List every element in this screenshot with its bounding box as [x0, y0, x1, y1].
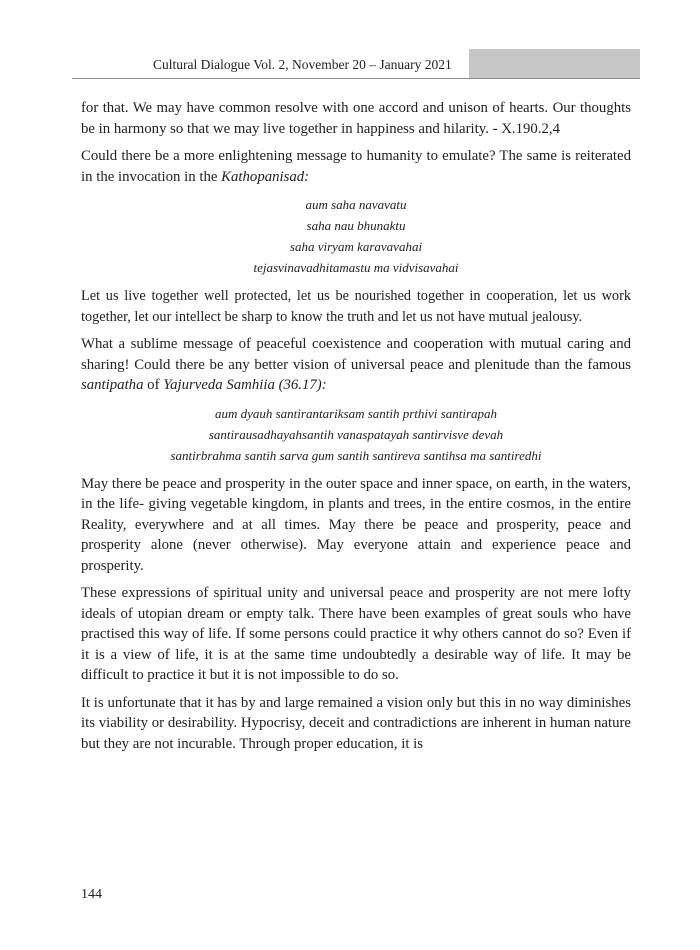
paragraph-3: Let us live together well protected, let us be nourished together in cooperation, let us work together, let our intellect be sharp to know the truth and let us not have mutual jealousy. [81, 288, 631, 325]
verse-line: tejasvinavadhitamastu ma vidvisavahai [253, 260, 459, 275]
yajurveda-reference: Yajurveda Samhiia (36.17): [163, 377, 327, 393]
running-header: Cultural Dialogue Vol. 2, November 20 – January 2021 [153, 57, 452, 72]
verse-line: saha viryam karavavahai [289, 239, 423, 254]
verse-line: saha nau bhunaktu [306, 218, 406, 233]
paragraph-4-text: What a sublime message of peaceful coexistence and cooperation with mutual caring and sharing! Could there be any better vision of universal peace and plenitude than the famous [81, 336, 631, 373]
verse-line: aum saha navavatu [305, 197, 407, 212]
paragraph-4 [81, 334, 631, 396]
kathopanisad-term: Kathopanisad: [221, 168, 310, 185]
page-body [81, 98, 631, 754]
verse-yajurveda [81, 403, 631, 466]
header-shaded-box [469, 49, 640, 78]
verse-line: aum dyauh santirantariksam santih prthivi santirapah [214, 405, 498, 421]
paragraph-5: May there be peace and prosperity in the outer space and inner space, on earth, in the waters, in the life- giving vegetable kingdom, in plants and trees, in the entire cosmos, in the entire Reality, everywhere and at all times. May there be peace and prosperity, peace and prosperity alone (never otherwise). May everyone attain and experience peace and prosperity. [81, 475, 631, 574]
verse-line: santirausadhayahsantih vanaspatayah santirvisve devah [208, 426, 504, 442]
paragraph-2-text: Could there be a more enlightening message to humanity to emulate? The same is reiterated in the invocation in the [81, 148, 631, 185]
paragraph-4-mid: of [143, 377, 164, 393]
paragraph-7: It is unfortunate that it has by and large remained a vision only but this in no way diminishes its viability or desirability. Hypocrisy, deceit and contradictions are inherent in human nature but they are not incurable. Through proper education, it is [81, 694, 631, 752]
santipatha-term: santipatha [81, 377, 144, 393]
verse-kathopanisad [81, 194, 631, 278]
paragraph-6: These expressions of spiritual unity and universal peace and prosperity are not mere lofty ideals of utopian dream or empty talk. There have been examples of great souls who have practised this way of life. If some persons could practice it why others cannot do so? Even if it is a view of life, it is at the same time undoubtedly a desirable way of life. It may be difficult to practice it but it is not impossible to do so. [81, 585, 631, 683]
header-rule [72, 78, 640, 79]
verse-line: santirbrahma santih sarva gum santih santireva santihsa ma santiredhi [170, 447, 542, 463]
page-number: 144 [81, 887, 102, 902]
paragraph-1: for that. We may have common resolve with one accord and unison of hearts. Our thoughts be in harmony so that we may live together in happiness and hilarity. - X.190.2,4 [81, 100, 631, 137]
paragraph-2 [81, 146, 631, 187]
